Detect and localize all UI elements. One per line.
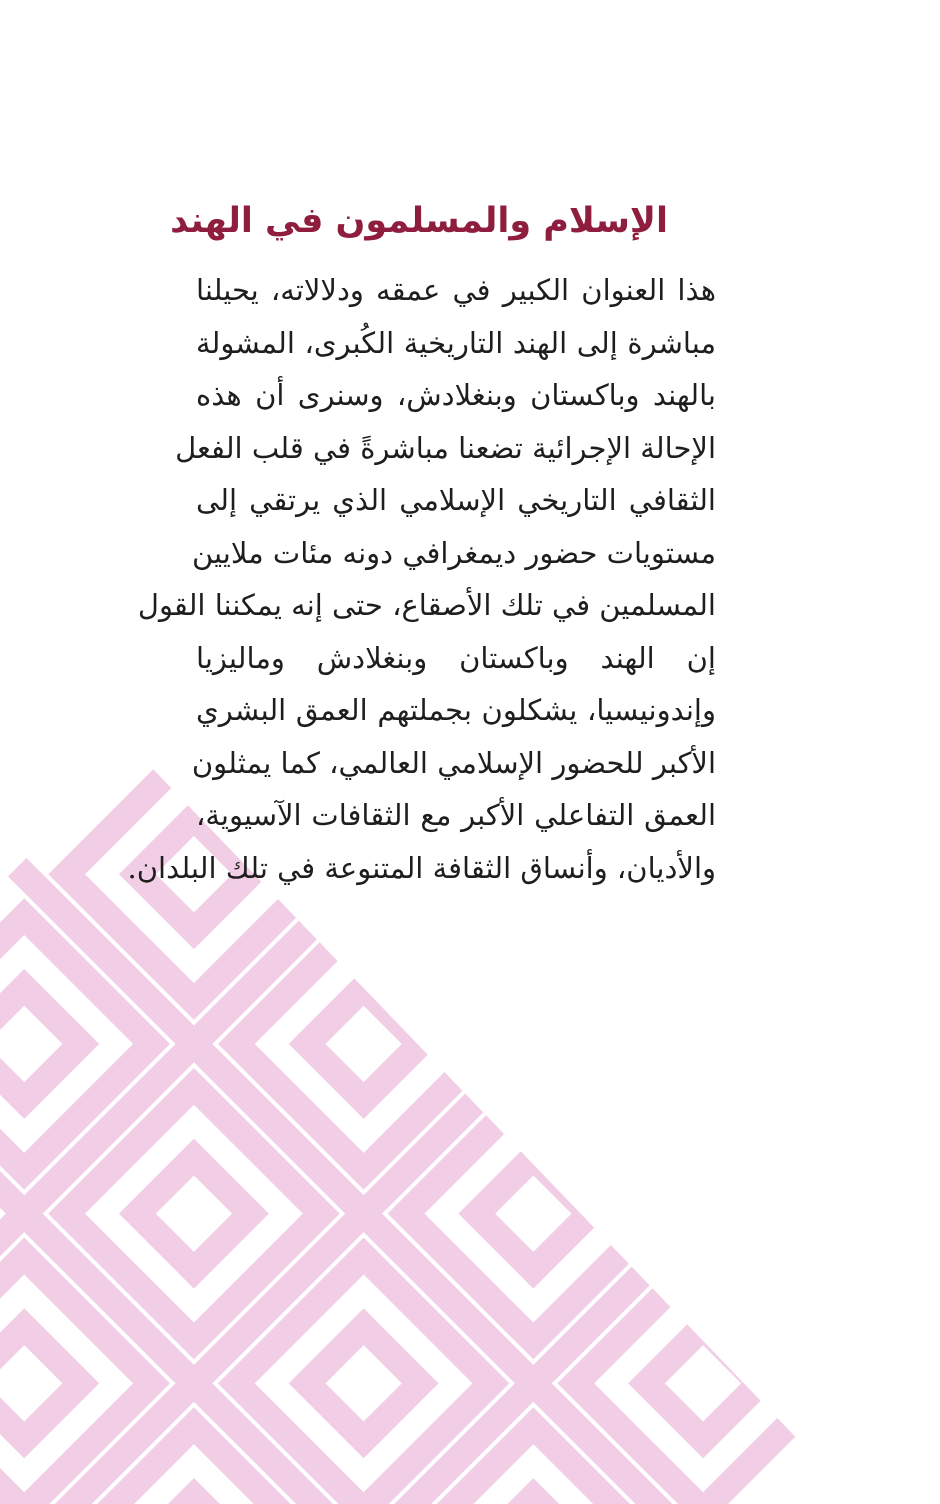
text-line: والأديان، وأنساق الثقافة المتنوعة في تلك البلدان. bbox=[127, 850, 716, 885]
text-line: وإندونيسيا، يشكلون بجملتهم العمق البشري bbox=[196, 693, 716, 727]
page-title: الإسلام والمسلمون في الهند bbox=[170, 201, 668, 241]
text-line: المسلمين في تلك الأصقاع، حتى إنه يمكننا القول bbox=[137, 588, 716, 622]
text-line: بالهند وباكستان وبنغلادش، وسنرى أن هذه bbox=[196, 378, 716, 412]
text-line: هذا العنوان الكبير في عمقه ودلالاته، يحيلنا bbox=[196, 273, 716, 307]
text-line: مباشرة إلى الهند التاريخية الكُبرى، المشولة bbox=[196, 325, 716, 360]
text-line: الإحالة الإجرائية تضعنا مباشرةً في قلب الفعل bbox=[175, 430, 716, 465]
text-line: العمق التفاعلي الأكبر مع الثقافات الآسيوية، bbox=[196, 798, 716, 832]
text-line: الأكبر للحضور الإسلامي العالمي، كما يمثلون bbox=[191, 745, 716, 780]
description-paragraph bbox=[127, 264, 716, 894]
text-line: الثقافي التاريخي الإسلامي الذي يرتقي إلى bbox=[196, 483, 716, 517]
text-line: مستويات حضور ديمغرافي دونه مئات ملايين bbox=[191, 535, 716, 570]
text-line: إن الهند وباكستان وبنغلادش وماليزيا bbox=[196, 640, 716, 675]
